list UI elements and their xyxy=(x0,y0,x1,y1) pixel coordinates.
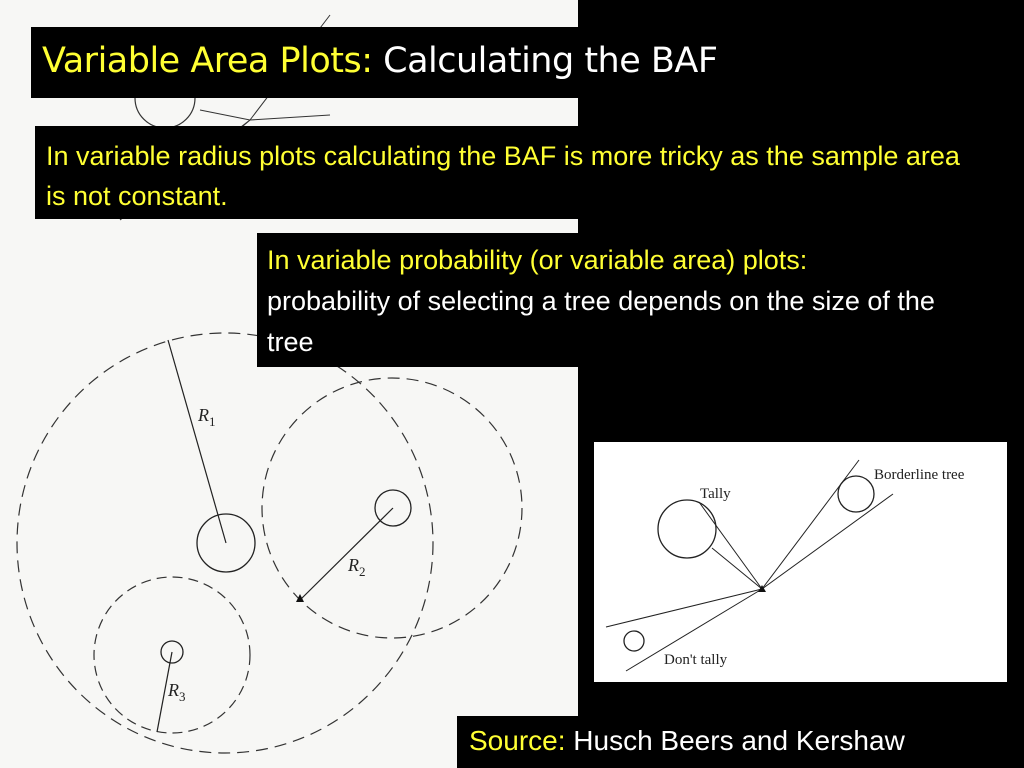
background-line xyxy=(200,110,250,120)
paragraph-2-highlight: In variable probability (or variable area) plots: xyxy=(267,245,808,275)
r2-radius-line xyxy=(300,508,393,600)
paragraph-2 xyxy=(267,240,987,363)
r3-label: $R_3$ xyxy=(168,680,186,704)
source-text: Husch Beers and Kershaw xyxy=(573,725,905,756)
borderline-sight-line xyxy=(762,494,893,589)
paragraph-2-rest: probability of selecting a tree depends on the size of the tree xyxy=(267,286,935,357)
inset-diagram xyxy=(594,442,1007,682)
dont-tally-tree-circle xyxy=(624,631,644,651)
tally-tree-circle xyxy=(658,500,716,558)
source-citation xyxy=(469,725,905,757)
borderline-sight-line xyxy=(762,460,859,589)
dont-tally-label: Don't tally xyxy=(664,652,728,668)
tally-tangent-line xyxy=(699,502,762,589)
background-line xyxy=(250,115,330,120)
borderline-label: Borderline tree xyxy=(874,467,965,483)
r1-label: $R_1$ xyxy=(198,405,216,429)
dont-tally-sight-line xyxy=(606,589,762,627)
paragraph-1: In variable radius plots calculating the BAF is more tricky as the sample area is not constant. xyxy=(46,141,960,211)
tally-label: Tally xyxy=(700,486,731,502)
source-label: Source: xyxy=(469,725,566,756)
title-highlight: Variable Area Plots: xyxy=(42,41,373,81)
r1-radius-line xyxy=(168,340,226,543)
r2-label: $R_2$ xyxy=(348,555,366,579)
slide-title xyxy=(42,41,717,81)
r1-plot-boundary xyxy=(17,333,433,753)
inset-diagram-svg xyxy=(594,442,1007,682)
title-rest: Calculating the BAF xyxy=(383,41,718,81)
